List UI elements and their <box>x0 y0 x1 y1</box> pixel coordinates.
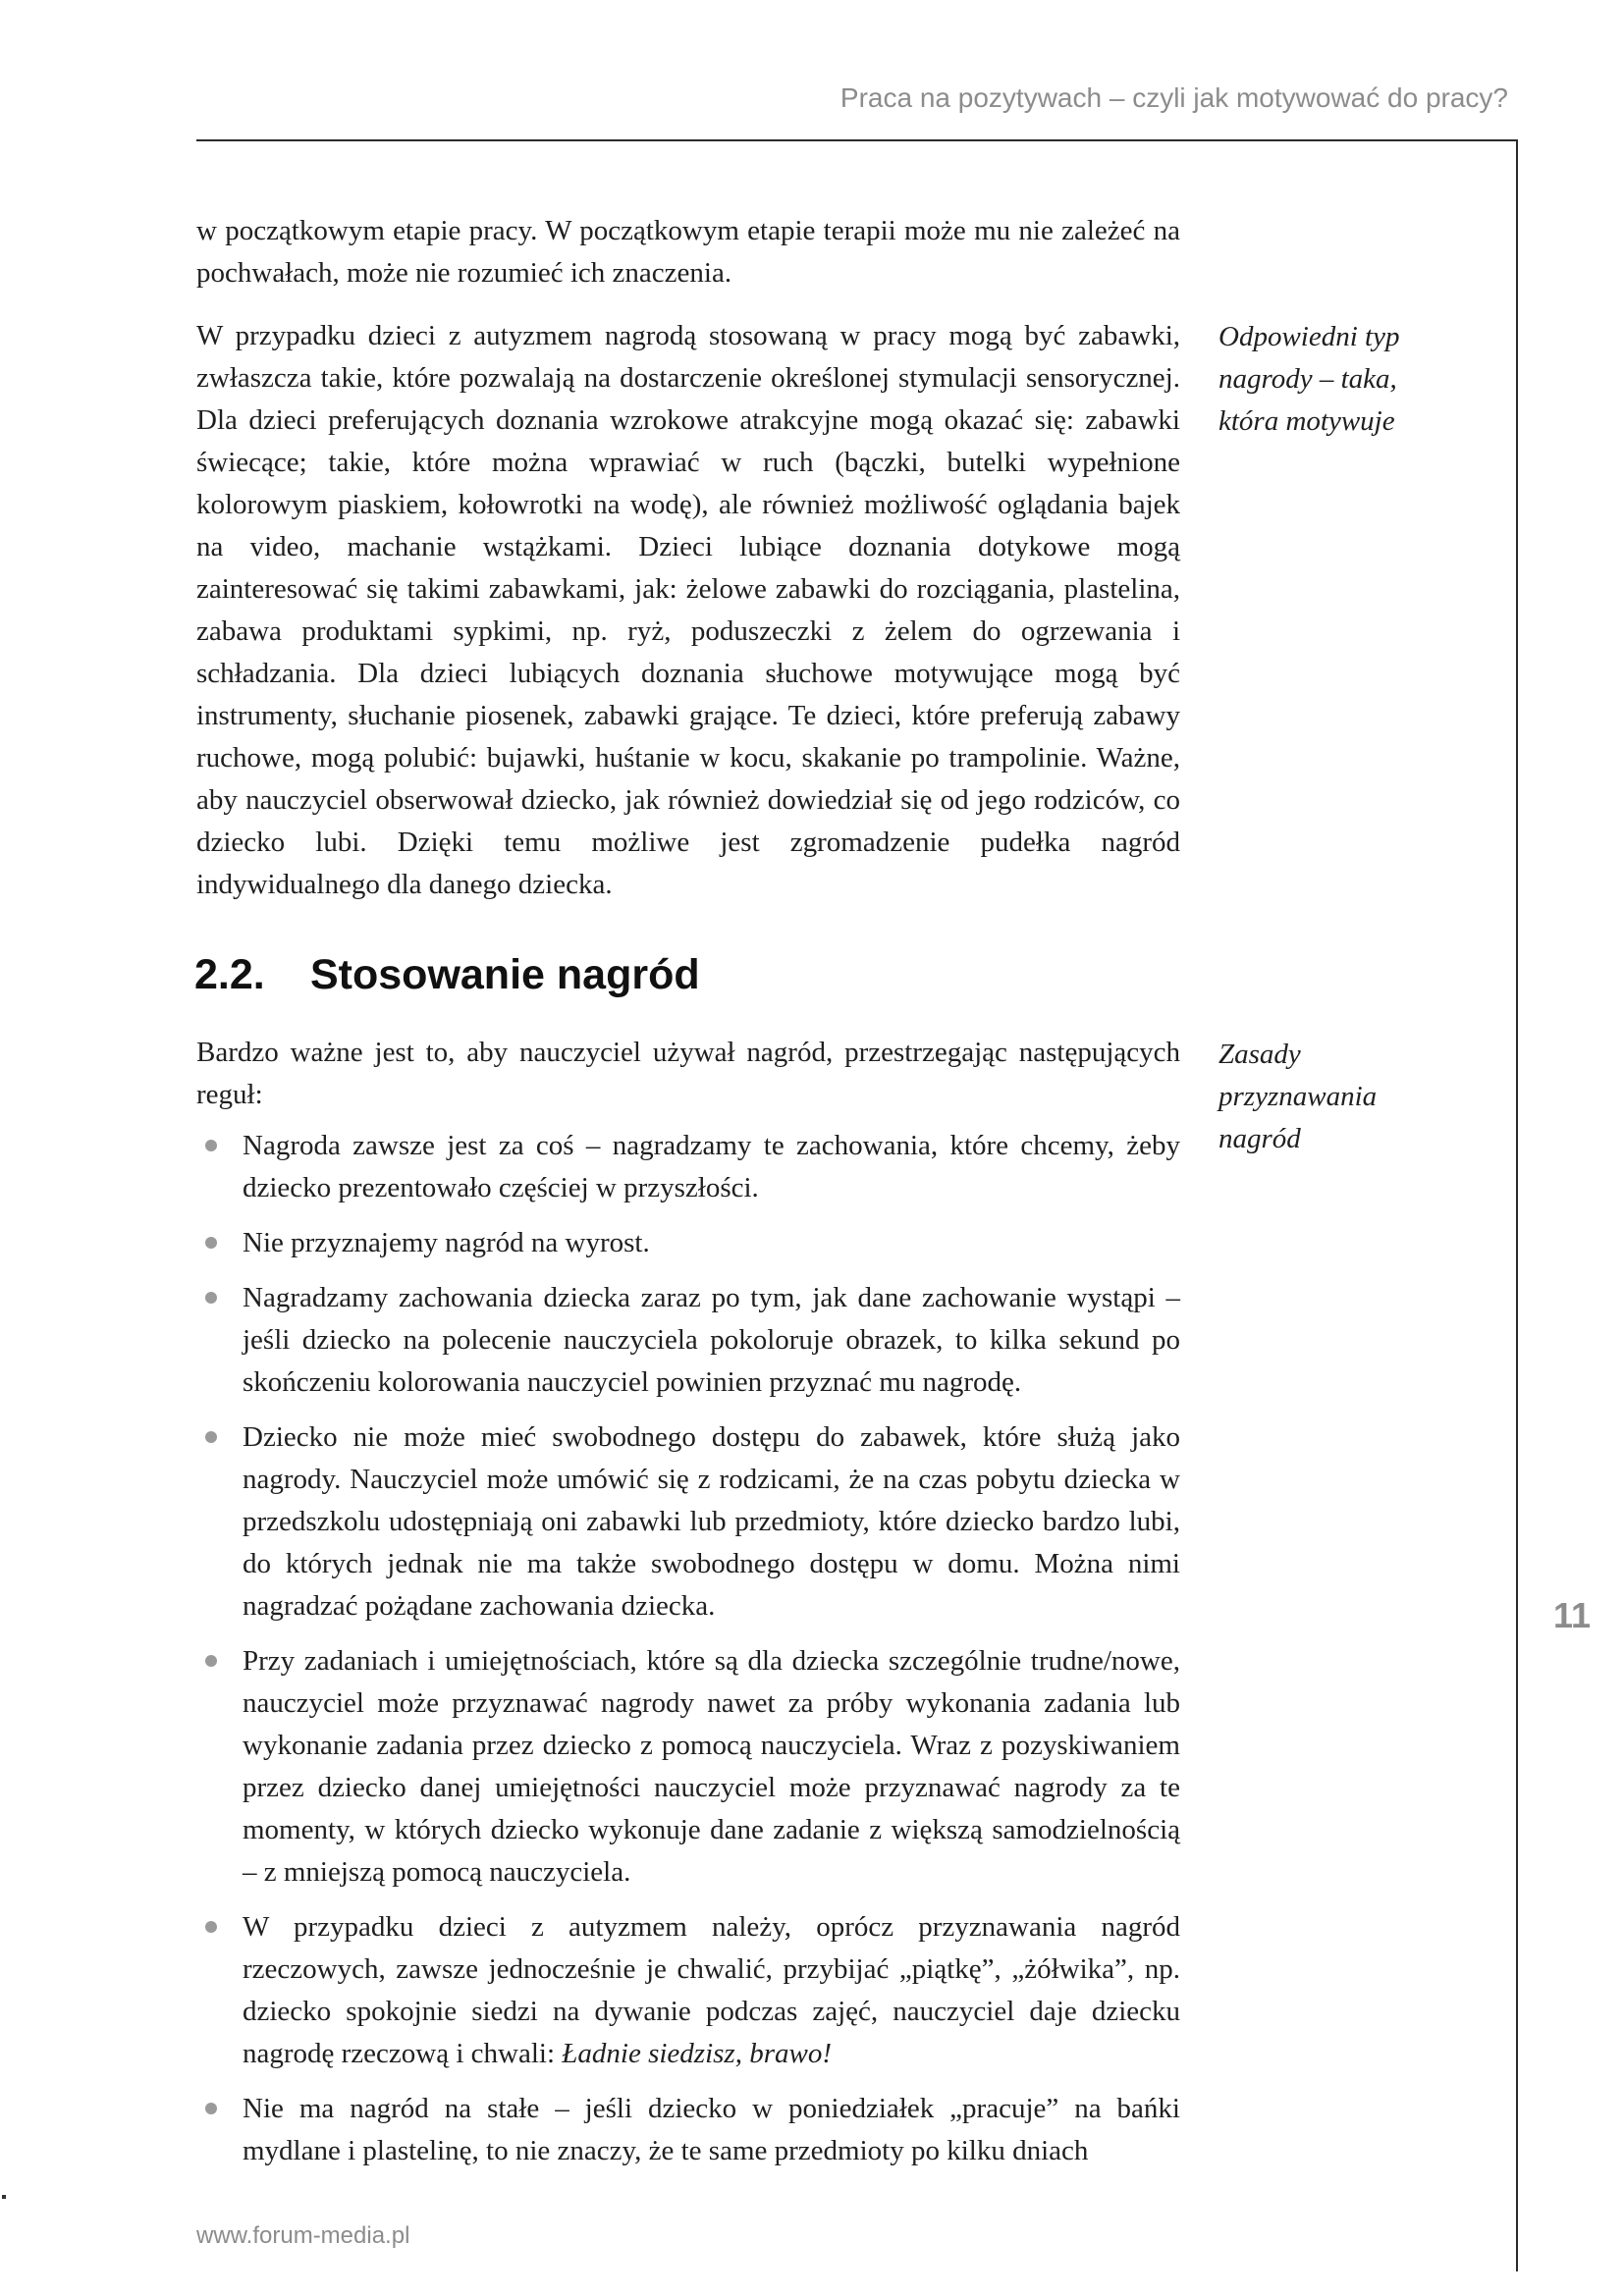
body-text <box>196 210 1180 906</box>
list-item-text: Dziecko nie może mieć swobodnego dostępu do zabawek, które służą jako nagrody. Nauczyciel może umówić się z rodzicami, że na czas pobytu dziecka w przedszkolu udostępniają oni zabawki lub przedmioty, które dziecko bardzo lubi, do których jednak nie ma także swobodnego dostępu w domu. Można nimi nagradzać pożądane zachowania dziecka. <box>243 1421 1180 1622</box>
list-item-text: Nie przyznajemy nagród na wyrost. <box>243 1227 650 1258</box>
bullet-icon <box>205 1237 217 1249</box>
crop-mark <box>2 2195 6 2199</box>
margin-note-line: przyznawania <box>1218 1081 1378 1112</box>
list-item <box>196 1222 1180 1264</box>
list-item-text: Nagroda zawsze jest za coś – nagradzamy te zachowania, które chcemy, żeby dziecko prezentowało częściej w przyszłości. <box>243 1130 1180 1203</box>
header-rule <box>196 139 1516 141</box>
margin-note-line: Zasady <box>1218 1039 1301 1070</box>
bullet-icon <box>205 2103 217 2114</box>
bullet-icon <box>205 1655 217 1667</box>
margin-note-reward-type <box>1218 316 1474 443</box>
paragraph: W przypadku dzieci z autyzmem nagrodą stosowaną w pracy mogą być zabawki, zwłaszcza takie, które pozwalają na dostarczenie określonej stymulacji sensorycznej. Dla dzieci preferujących doznania wzrokowe atrakcyjne mogą okazać się: zabawki świecące; takie, które można wprawiać w ruch (bączki, butelki wypełnione kolorowym piaskiem, kołowrotki na wodę), ale również możliwość oglądania bajek na video, machanie wstążkami. Dzieci lubiące doznania dotykowe mogą zainteresować się takimi zabawkami, jak: żelowe zabawki do rozciągania, plastelina, zabawa produktami sypkimi, np. ryż, poduszeczki z żelem do ogrzewania i schładzania. Dla dzieci lubiących doznania słuchowe motywujące mogą być instrumenty, słuchanie piosenek, zabawki grające. Te dzieci, które preferują zabawy ruchowe, mogą polubić: bujawki, huśtanie w kocu, skakanie po trampolinie. Ważne, aby nauczyciel obserwował dziecko, jak również dowiedział się od jego rodziców, co dziecko lubi. Dzięki temu możliwe jest zgromadzenie pudełka nagród indywidualnego dla danego dziecka. <box>196 320 1180 900</box>
margin-note-line: która motywuje <box>1218 405 1395 437</box>
list-item-text: Nagradzamy zachowania dziecka zaraz po tym, jak dane zachowanie wystąpi – jeśli dziecko na polecenie nauczyciela pokoloruje obrazek, to kilka sekund po skończeniu kolorowania nauczyciel powinien przyznać mu nagrodę. <box>243 1282 1180 1398</box>
section-title: Stosowanie nagród <box>310 951 700 998</box>
section-heading <box>194 948 700 1001</box>
section-body <box>196 1032 1180 2172</box>
list-item-quote: Ładnie siedzisz, brawo! <box>562 2038 833 2069</box>
margin-note-line: Odpowiedni typ <box>1218 321 1400 352</box>
bullet-icon <box>205 1140 217 1151</box>
margin-note-reward-rules <box>1218 1034 1474 1160</box>
running-header: Praca na pozytywach – czyli jak motywować do pracy? <box>839 82 1508 113</box>
list-item <box>196 1277 1180 1404</box>
list-item-text: W przypadku dzieci z autyzmem należy, oprócz przyznawania nagród rzeczowych, zawsze jednocześnie je chwalić, przybijać „piątkę”, „żółwika”, np. dziecko spokojnie siedzi na dywanie podczas zajęć, nauczyciel daje dziecku nagrodę rzeczową i chwali: <box>243 1911 1180 2069</box>
list-item <box>196 1125 1180 1209</box>
right-frame-rule <box>1516 139 1518 2271</box>
list-item-text: Przy zadaniach i umiejętnościach, które są dla dziecka szczególnie trudne/nowe, nauczyciel może przyznawać nagrody nawet za próby wykonania zadania lub wykonanie zadania przez dziecko z pomocą nauczyciela. Wraz z pozyskiwaniem przez dziecko danej umiejętności nauczyciel może przyznawać nagrody za te momenty, w których dziecko wykonuje dane zadanie z większą samodzielnością – z mniejszą pomocą nauczyciela. <box>243 1645 1180 1888</box>
bullet-icon <box>205 1431 217 1443</box>
list-item-text: Nie ma nagród na stałe – jeśli dziecko w poniedziałek „pracuje” na bańki mydlane i plastelinę, to nie znaczy, że te same przedmioty po kilku dniach <box>243 2093 1180 2166</box>
margin-note-line: nagrody – taka, <box>1218 363 1397 395</box>
paragraph: w początkowym etapie pracy. W początkowym etapie terapii może mu nie zależeć na pochwałach, może nie rozumieć ich znaczenia. <box>196 215 1180 289</box>
list-item <box>196 1416 1180 1628</box>
bullet-icon <box>205 1292 217 1304</box>
section-number: 2.2. <box>194 951 265 998</box>
rules-list <box>196 1125 1180 2172</box>
page-number: 11 <box>1553 1595 1592 1635</box>
list-item <box>196 1640 1180 1894</box>
section-intro: Bardzo ważne jest to, aby nauczyciel używał nagród, przestrzegając następujących reguł: <box>196 1037 1180 1110</box>
list-item <box>196 2088 1180 2172</box>
bullet-icon <box>205 1921 217 1933</box>
margin-note-line: nagród <box>1218 1123 1301 1154</box>
footer-url: www.forum-media.pl <box>196 2222 410 2249</box>
list-item <box>196 1906 1180 2075</box>
